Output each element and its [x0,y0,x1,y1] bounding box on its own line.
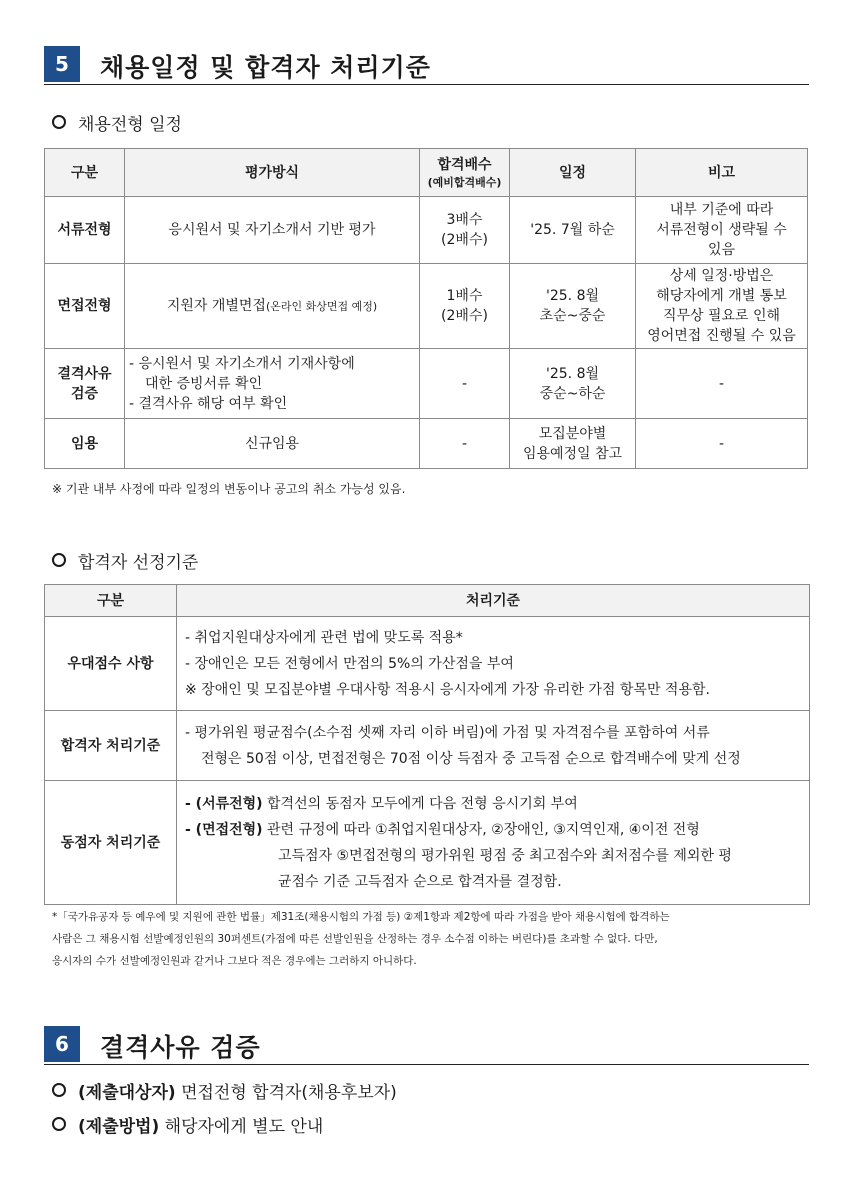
row-category: 우대점수 사항 [45,617,177,711]
table-row [45,617,810,711]
section-6-item: (제출방법) 해당자에게 별도 안내 [52,1112,323,1137]
circle-bullet-icon [52,1083,66,1097]
row-schedule: 모집분야별 임용예정일 참고 [510,419,636,469]
criteria-heading: 합격자 선정기준 [52,548,198,573]
row-category: 면접전형 [45,264,125,349]
row-ratio: 3배수 (2배수) [420,197,510,264]
row-remarks: - [636,419,808,469]
row-ratio: - [420,419,510,469]
table-row [45,264,808,349]
table-row [45,711,810,781]
section-6-title: 결격사유 검증 [100,1033,261,1062]
circle-bullet-icon [52,115,66,129]
section-5-header [44,44,809,85]
row-method: 지원자 개별면접(온라인 화상면접 예정) [125,264,420,349]
schedule-header-row [45,149,808,197]
row-schedule: '25. 8월 초순~중순 [510,264,636,349]
row-criteria: - 취업지원대상자에게 관련 법에 맞도록 적용* - 장애인은 모든 전형에서 만점의 5%의 가산점을 부여 ※ 장애인 및 모집분야별 우대사항 적용시 응시자에게 가장 유리한 가점 항목만 적용함. [177,617,810,711]
row-category: 임용 [45,419,125,469]
row-method: - 응시원서 및 자기소개서 기재사항에 대한 증빙서류 확인 - 결격사유 해당 여부 확인 [125,349,420,419]
row-remarks: 상세 일정·방법은 해당자에게 개별 통보 직무상 필요로 인해 영어면접 진행될 수 있음 [636,264,808,349]
section-6-header [44,1024,809,1065]
row-criteria: - (서류전형) 합격선의 동점자 모두에게 다음 전형 응시기회 부여 - (면접전형) 관련 규정에 따라 ①취업지원대상자, ②장애인, ③지역인재, ④이전 전형 고득점자 ⑤면접전형의 평가위원 평점 중 최고점수와 최저점수를 제외한 평 균점수 기준 고득점자 순으로 합격자를 결정함. [177,781,810,905]
header-category: 구분 [45,585,177,617]
header-method: 평가방식 [125,149,420,197]
footnote: *「국가유공자 등 예우에 및 지원에 관한 법률」제31조(채용시험의 가점 등) ②제1항과 제2항에 따라 가점을 받아 채용시험에 합격하는 사람은 그 채용시험 선발예정인원의 30퍼센트(가점에 따른 선발인원을 산정하는 경우 소수점 이하는 버린다)를 초과할 수 없다. 다만, 응시자의 수가 선발예정인원과 같거나 그보다 적은 경우에는 그러하지 아니하다. [52,911,670,967]
table-row [45,349,808,419]
header-category: 구분 [45,149,125,197]
row-schedule: '25. 8월 중순~하순 [510,349,636,419]
row-schedule: '25. 7월 하순 [510,197,636,264]
row-remarks: - [636,349,808,419]
section-5-number: 5 [44,46,80,82]
table-row [45,419,808,469]
row-method: 응시원서 및 자기소개서 기반 평가 [125,197,420,264]
header-ratio: 합격배수 (예비합격배수) [420,149,510,197]
row-criteria: - 평가위원 평균점수(소수점 셋째 자리 이하 버림)에 가점 및 자격점수를 포함하여 서류 전형은 50점 이상, 면접전형은 70점 이상 득점자 중 고득점 순으로 합격배수에 맞게 선정 [177,711,810,781]
row-method: 신규임용 [125,419,420,469]
table-row [45,781,810,905]
row-category: 합격자 처리기준 [45,711,177,781]
schedule-table [44,148,808,469]
row-ratio: - [420,349,510,419]
table-row [45,197,808,264]
row-remarks: 내부 기준에 따라 서류전형이 생략될 수 있음 [636,197,808,264]
schedule-note: ※ 기관 내부 사정에 따라 일정의 변동이나 공고의 취소 가능성 있음. [52,482,406,496]
row-category: 서류전형 [45,197,125,264]
section-5-title: 채용일정 및 합격자 처리기준 [100,53,431,82]
row-ratio: 1배수 (2배수) [420,264,510,349]
circle-bullet-icon [52,1117,66,1131]
schedule-heading: 채용전형 일정 [52,110,182,135]
row-category: 결격사유 검증 [45,349,125,419]
criteria-header-row [45,585,810,617]
header-criteria: 처리기준 [177,585,810,617]
section-6-number: 6 [44,1026,80,1062]
criteria-table [44,584,810,905]
circle-bullet-icon [52,553,66,567]
header-remarks: 비고 [636,149,808,197]
header-schedule: 일정 [510,149,636,197]
row-category: 동점자 처리기준 [45,781,177,905]
section-6-item: (제출대상자) 면접전형 합격자(채용후보자) [52,1078,397,1103]
